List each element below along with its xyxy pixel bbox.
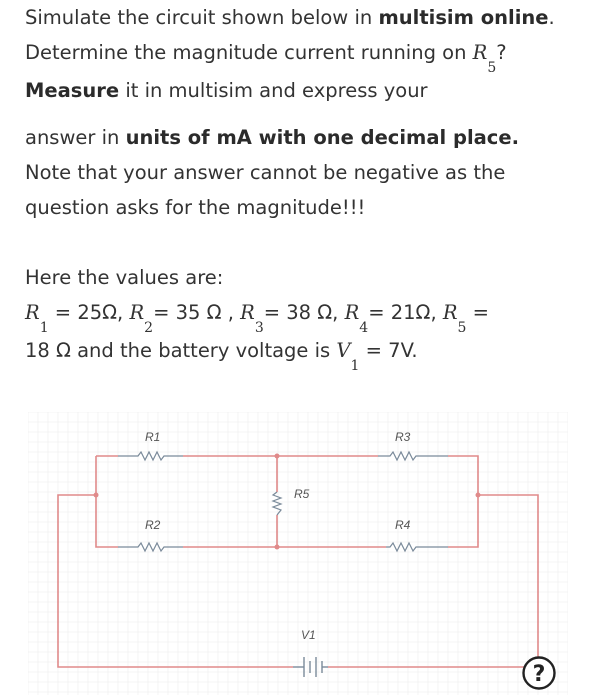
bold-text: multisim online (378, 6, 549, 29)
resistor-r3-symbol (378, 452, 448, 460)
math-subscript: 5 (487, 60, 497, 76)
values-intro: Here the values are: (25, 266, 224, 289)
math-subscript: 2 (144, 320, 154, 336)
value-text: = 25Ω, (48, 301, 130, 324)
label-r5: R5 (294, 487, 310, 501)
value-text: = 21Ω, (368, 301, 443, 324)
svg-text:?: ? (532, 662, 546, 687)
values-line (25, 295, 570, 374)
label-r2: R2 (145, 518, 161, 532)
math-symbol: R (344, 301, 360, 324)
math-symbol: R (129, 301, 145, 324)
label-v1: V1 (301, 628, 316, 642)
circuit-grid (28, 412, 568, 695)
question-text (25, 0, 570, 374)
text-run: . Determine the magnitude current running on (25, 6, 555, 64)
value-text: 18 Ω and the battery voltage is (25, 339, 337, 362)
text-run: Simulate the circuit shown below in (25, 6, 379, 29)
value-text: = 38 Ω, (263, 301, 345, 324)
circuit-diagram (28, 412, 568, 695)
text-run: Note that your answer cannot be negative as the question asks for the magnitude!!! (25, 161, 506, 219)
resistor-r5-symbol (273, 492, 281, 515)
value-text: = 7V. (359, 339, 418, 362)
math-symbol-r5: R (472, 41, 488, 64)
question-paragraph-2 (25, 120, 570, 225)
bold-text: units of mA with one decimal place. (125, 126, 519, 149)
text-run: it in multisim and express your (119, 79, 428, 102)
math-subscript: 1 (39, 320, 49, 336)
value-text: = (466, 301, 490, 324)
label-r3: R3 (395, 430, 411, 444)
circuit-junctions (94, 454, 481, 550)
math-subscript: 4 (359, 320, 369, 336)
question-circle-icon[interactable] (521, 655, 557, 691)
math-symbol: V (336, 339, 351, 362)
bold-text: Measure (25, 79, 120, 102)
math-symbol: R (25, 301, 40, 324)
label-r4: R4 (395, 518, 411, 532)
text-run: ? (496, 41, 507, 64)
resistor-r4-symbol (386, 543, 448, 551)
label-r1: R1 (145, 430, 161, 444)
value-text: = 35 Ω , (153, 301, 241, 324)
text-run: answer in (25, 126, 126, 149)
math-subscript: 5 (457, 320, 467, 336)
math-symbol: R (240, 301, 255, 324)
math-symbol: R (442, 301, 458, 324)
math-subscript: 3 (254, 320, 264, 336)
question-paragraph-1 (25, 0, 570, 108)
math-subscript: 1 (350, 358, 360, 374)
